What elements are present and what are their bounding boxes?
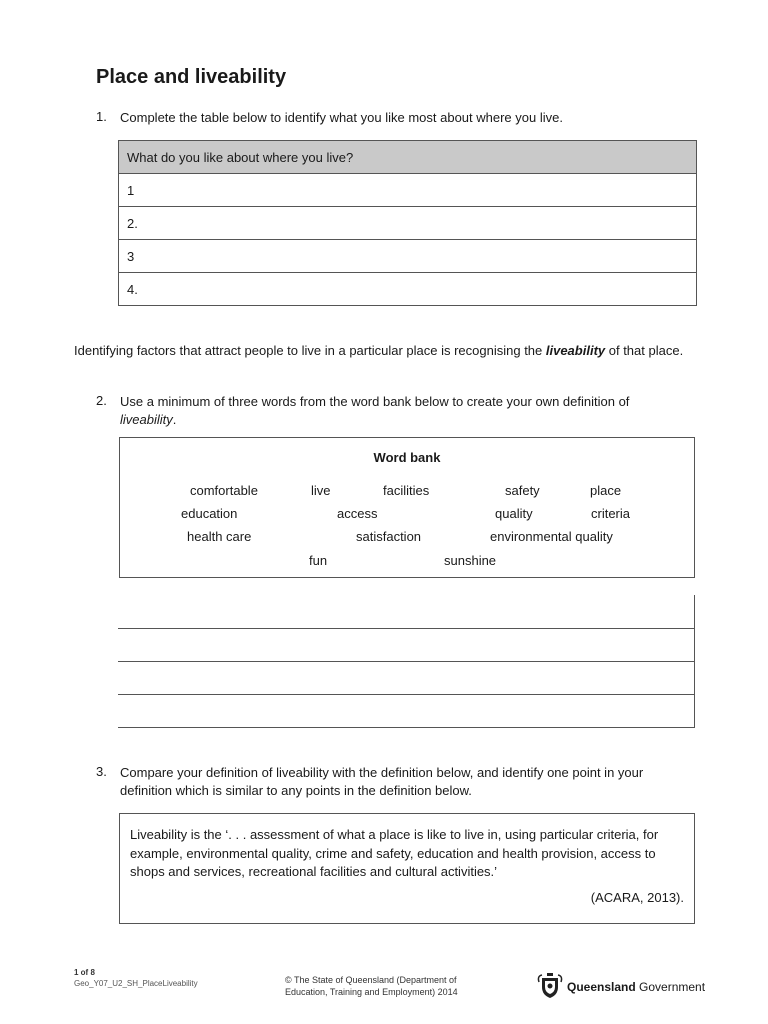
word-bank-box <box>119 437 695 578</box>
file-name: Geo_Y07_U2_SH_PlaceLiveability <box>74 979 198 988</box>
definition-quote-box <box>119 813 695 924</box>
page-number: 1 of 8 <box>74 968 95 977</box>
question-2-number: 2. <box>96 393 107 408</box>
word-bank-word: comfortable <box>190 483 258 498</box>
likes-table-row[interactable]: 4. <box>119 273 696 306</box>
word-bank-word: facilities <box>383 483 430 498</box>
queensland-crest-icon <box>536 972 564 1000</box>
word-bank-word: education <box>181 506 238 521</box>
likes-table-header: What do you like about where you live? <box>119 141 696 174</box>
word-bank-word: access <box>337 506 378 521</box>
question-2-emphasis: liveability <box>120 412 173 427</box>
word-bank-title: Word bank <box>373 450 441 465</box>
word-bank-word: fun <box>309 553 328 568</box>
brand-bold: Queensland <box>567 980 636 994</box>
word-bank-word: place <box>590 483 622 498</box>
copyright-line: Education, Training and Employment) 2014 <box>285 987 458 997</box>
likes-table <box>118 140 697 306</box>
word-bank-word: environmental quality <box>490 529 613 544</box>
copyright <box>285 974 458 998</box>
word-bank-word: criteria <box>591 506 631 521</box>
question-2-line1: Use a minimum of three words from the word bank below to create your own definition of <box>120 394 630 409</box>
definition-answer-lines[interactable] <box>118 595 695 728</box>
answer-line[interactable] <box>118 628 695 629</box>
answer-line[interactable] <box>118 694 695 695</box>
intro-text-end: of that place. <box>605 343 684 358</box>
intro-emphasis: liveability <box>545 343 606 358</box>
quote-citation: (ACARA, 2013). <box>590 890 684 905</box>
question-1-text: Complete the table below to identify what you like most about where you live. <box>120 110 563 125</box>
brand-rest: Government <box>635 980 706 994</box>
question-3-line2: definition which is similar to any points in the definition below. <box>120 783 472 798</box>
word-bank-word: quality <box>495 506 533 521</box>
question-2-line2 <box>120 411 176 429</box>
question-3-line1: Compare your definition of liveability with the definition below, and identify one point in your <box>120 765 644 780</box>
question-2-period: . <box>172 412 177 427</box>
word-bank-word: safety <box>505 483 540 498</box>
likes-table-row[interactable]: 1 <box>119 174 696 207</box>
word-bank-word: health care <box>187 529 252 544</box>
question-3-number: 3. <box>96 764 107 779</box>
word-bank-word: sunshine <box>444 553 497 568</box>
intro-paragraph <box>74 341 694 360</box>
copyright-line: © The State of Queensland (Department of <box>285 975 457 985</box>
answer-line[interactable] <box>118 661 695 662</box>
answer-line[interactable] <box>118 727 695 728</box>
word-bank-word: satisfaction <box>356 529 422 544</box>
quote-text: Liveability is the ‘. . . assessment of what a place is like to live in, using particular criteria, for example, environmental quality, crime and safety, education and health provision, access to shops and services, recreational facilities and cultural activities.’ <box>130 827 659 879</box>
government-brand <box>567 980 705 994</box>
page-title: Place and liveability <box>96 66 287 88</box>
likes-table-row[interactable]: 3 <box>119 240 696 273</box>
question-1-number: 1. <box>96 109 107 124</box>
likes-table-row[interactable]: 2. <box>119 207 696 240</box>
word-bank-word: live <box>311 483 331 498</box>
intro-text: Identifying factors that attract people to live in a particular place is recognising the <box>74 343 546 358</box>
